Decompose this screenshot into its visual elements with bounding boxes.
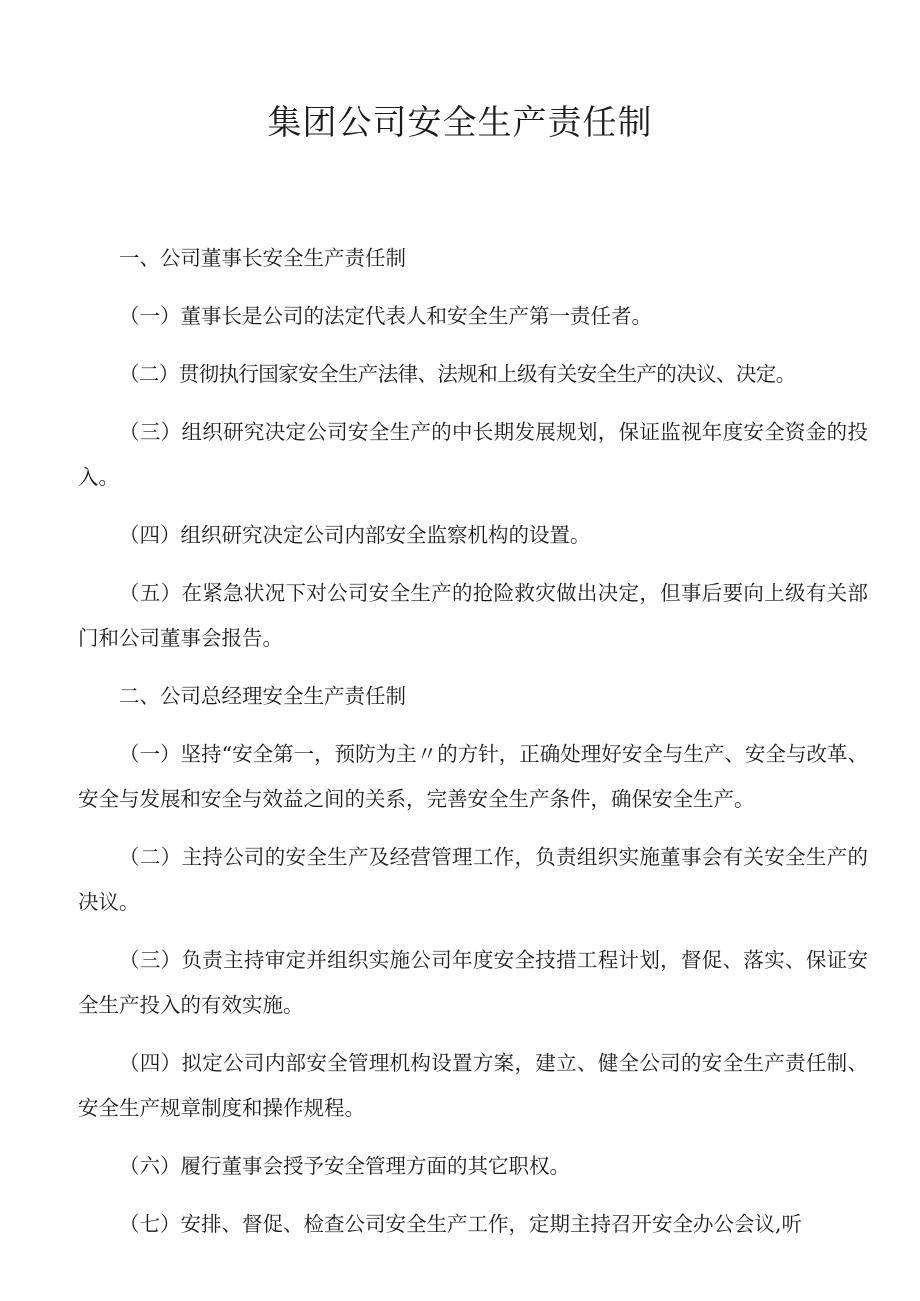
section-heading-chairman: 一、公司董事长安全生产责任制 — [119, 246, 406, 270]
paragraph: （一）董事长是公司的法定代表人和安全生产第一责任者。 — [119, 304, 652, 328]
paragraph: （一）坚持“安全第一，预防为主〃的方针，正确处理好安全与生产、安全与改革、安全与发展和安全与效益之间的关系，完善安全生产条件，确保安全生产。 — [78, 742, 868, 811]
document-body — [78, 236, 868, 1247]
paragraph: （四）组织研究决定公司内部安全监察机构的设置。 — [119, 523, 591, 547]
paragraph: （四）拟定公司内部安全管理机构设置方案，建立、健全公司的安全生产责任制、安全生产规章制度和操作规程。 — [78, 1051, 868, 1120]
section-heading-general-manager: 二、公司总经理安全生产责任制 — [119, 684, 406, 708]
paragraph: （三）负责主持审定并组织实施公司年度安全技措工程计划，督促、落实、保证安全生产投入的有效实施。 — [78, 948, 868, 1017]
document-title: 集团公司安全生产责任制 — [267, 103, 653, 143]
paragraph: （六）履行董事会授予安全管理方面的其它职权。 — [119, 1154, 570, 1178]
paragraph: （七）安排、督促、检查公司安全生产工作，定期主持召开安全办公会议,听 — [119, 1212, 803, 1236]
paragraph: （三）组织研究决定公司安全生产的中长期发展规划，保证监视年度安全资金的投入。 — [78, 420, 868, 489]
paragraph: （二）主持公司的安全生产及经营管理工作，负责组织实施董事会有关安全生产的决议。 — [78, 845, 868, 914]
paragraph: （二）贯彻执行国家安全生产法律、法规和上级有关安全生产的决议、决定。 — [119, 362, 796, 386]
paragraph: （五）在紧急状况下对公司安全生产的抢险救灾做出决定，但事后要向上级有关部门和公司董事会报告。 — [78, 581, 868, 650]
